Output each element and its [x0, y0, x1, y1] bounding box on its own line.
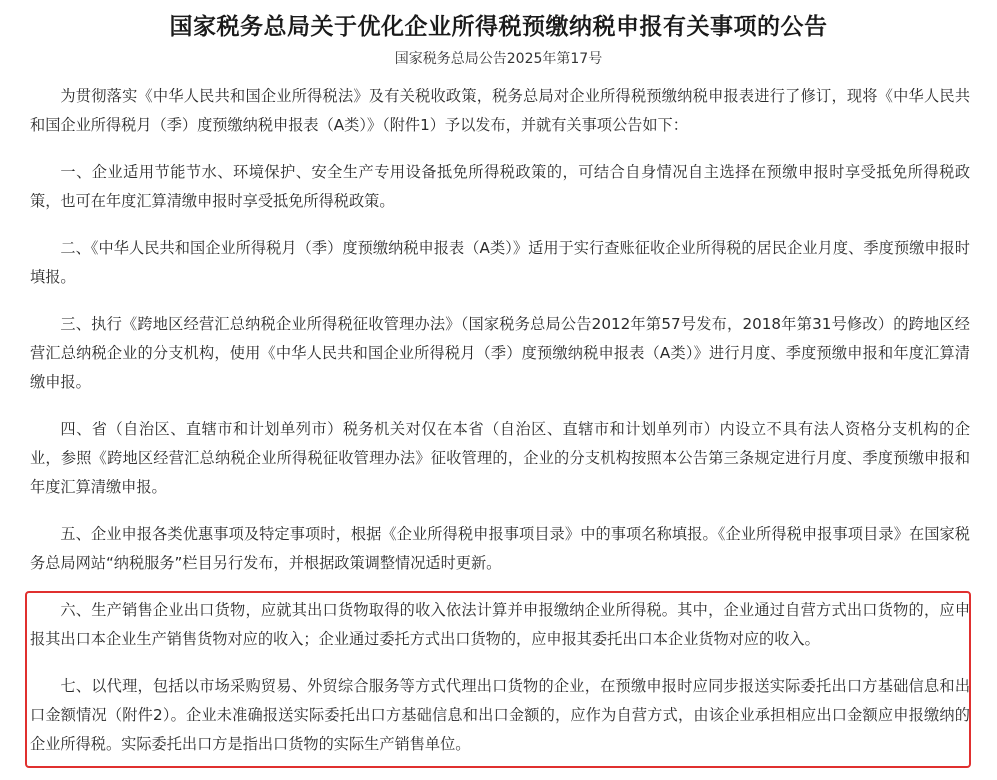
paragraph-item-5: 五、企业申报各类优惠事项及特定事项时，根据《企业所得税申报事项目录》中的事项名称填报。《企业所得税申报事项目录》在国家税务总局网站“纳税服务”栏目另行发布，并根据政策调整情况适时更新。 [30, 525, 970, 572]
paragraph-item-7: 七、以代理，包括以市场采购贸易、外贸综合服务等方式代理出口货物的企业，在预缴申报时应同步报送实际委托出口方基础信息和出口金额情况（附件2）。企业未准确报送实际委托出口方基础信息和出口金额的，应作为自营方式，由该企业承担相应出口金额应申报缴纳的企业所得税。实际委托出口方是指出口货物的实际生产销售单位。 [30, 677, 970, 753]
paragraph-item-6: 六、生产销售企业出口货物，应就其出口货物取得的收入依法计算并申报缴纳企业所得税。其中，企业通过自营方式出口货物的，应申报其出口本企业生产销售货物对应的收入；企业通过委托方式出口货物的，应申报其委托出口本企业货物对应的收入。 [30, 601, 970, 648]
announcement-number: 国家税务总局公告2025年第17号 [394, 51, 603, 67]
paragraph-item-3: 三、执行《跨地区经营汇总纳税企业所得税征收管理办法》（国家税务总局公告2012年第57号发布，2018年第31号修改）的跨地区经营汇总纳税企业的分支机构，使用《中华人民共和国企业所得税月（季）度预缴纳税申报表（A类）》进行月度、季度预缴申报和年度汇算清缴申报。 [30, 315, 970, 391]
paragraph-item-4: 四、省（自治区、直辖市和计划单列市）税务机关对仅在本省（自治区、直辖市和计划单列市）内设立不具有法人资格分支机构的企业，参照《跨地区经营汇总纳税企业所得税征收管理办法》征收管理的，企业的分支机构按照本公告第三条规定进行月度、季度预缴申报和年度汇算清缴申报。 [30, 420, 970, 496]
paragraph-intro: 为贯彻落实《中华人民共和国企业所得税法》及有关税收政策，税务总局对企业所得税预缴纳税申报表进行了修订，现将《中华人民共和国企业所得税月（季）度预缴纳税申报表（A类）》（附件1）予以发布，并就有关事项公告如下： [30, 87, 970, 134]
paragraph-item-1: 一、企业适用节能节水、环境保护、安全生产专用设备抵免所得税政策的，可结合自身情况自主选择在预缴申报时享受抵免所得税政策，也可在年度汇算清缴申报时享受抵免所得税政策。 [30, 163, 970, 210]
paragraph-item-2: 二、《中华人民共和国企业所得税月（季）度预缴纳税申报表（A类）》适用于实行查账征收企业所得税的居民企业月度、季度预缴申报时填报。 [30, 239, 970, 286]
page-title: 国家税务总局关于优化企业所得税预缴纳税申报有关事项的公告 [169, 14, 828, 40]
highlight-box [25, 591, 971, 768]
